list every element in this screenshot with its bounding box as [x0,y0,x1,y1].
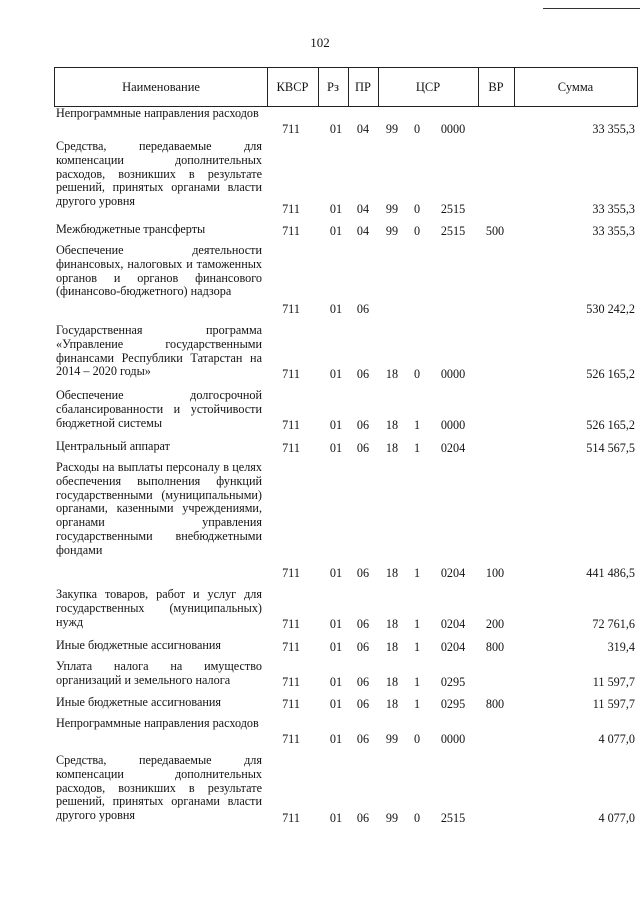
budget-table [54,67,638,825]
row-csr1: 99 [385,811,399,825]
table-row [54,588,638,631]
row-vr: 200 [485,617,505,631]
row-csr2: 1 [413,675,421,689]
row-kvsr: 711 [282,202,300,216]
row-name: Государственная программа «Управление государственными финансами Республики Татарстан на 2014 – 2020 годы» [56,323,262,379]
header-kvsr: КВСР [276,80,309,94]
page-number: 102 [310,35,330,50]
table-row [54,461,638,580]
row-kvsr: 711 [282,302,300,316]
row-name: Закупка товаров, работ и услуг для государственных (муниципальных) нужд [56,587,262,629]
row-pr: 06 [356,697,370,711]
row-kvsr: 711 [282,732,300,746]
row-csr3: 0204 [440,640,466,654]
row-sum: 33 355,3 [592,122,635,136]
row-pr: 06 [356,732,370,746]
table-row [54,324,638,381]
row-csr1: 18 [385,697,399,711]
row-csr1: 99 [385,732,399,746]
row-csr1: 18 [385,640,399,654]
row-name: Обеспечение деятельности финансовых, налоговых и таможенных органов и органов финансового (финансово-бюджетного) надзора [56,243,262,299]
row-csr3: 0000 [440,367,466,381]
row-csr3: 0000 [440,418,466,432]
row-csr2: 1 [413,697,421,711]
row-sum: 72 761,6 [592,617,635,631]
row-name: Средства, передаваемые для компенсации дополнительных расходов, возникших в результате решений, принятых органами власти другого уровня [56,139,262,209]
row-pr: 06 [356,640,370,654]
table-row [54,440,638,455]
row-sum: 4 077,0 [598,732,635,746]
row-csr3: 2515 [440,811,466,825]
row-csr2: 0 [413,122,421,136]
table-row [54,754,638,825]
row-name: Уплата налога на имущество организаций и земельного налога [56,659,262,687]
row-csr3: 0204 [440,617,466,631]
row-csr1: 18 [385,566,399,580]
row-rz: 01 [329,367,343,381]
row-sum: 530 242,2 [586,302,635,316]
row-rz: 01 [329,441,343,455]
row-csr2: 0 [413,367,421,381]
row-rz: 01 [329,202,343,216]
row-pr: 04 [356,122,370,136]
row-sum: 526 165,2 [586,418,635,432]
row-csr2: 0 [413,732,421,746]
row-pr: 06 [356,418,370,432]
row-csr1: 18 [385,675,399,689]
row-pr: 06 [356,566,370,580]
header-pr: ПР [355,80,371,94]
row-csr1: 99 [385,202,399,216]
row-kvsr: 711 [282,697,300,711]
row-rz: 01 [329,640,343,654]
row-csr1: 18 [385,441,399,455]
table-row [54,107,638,136]
table-row [54,389,638,432]
row-pr: 06 [356,675,370,689]
row-csr1: 18 [385,367,399,381]
row-sum: 4 077,0 [598,811,635,825]
row-csr3: 2515 [440,202,466,216]
row-rz: 01 [329,617,343,631]
header-csr: ЦСР [415,80,441,94]
row-kvsr: 711 [282,640,300,654]
row-csr1: 18 [385,418,399,432]
header-vr: ВР [488,80,504,94]
row-csr3: 0204 [440,441,466,455]
row-name: Средства, передаваемые для компенсации дополнительных расходов, возникших в результате решений, принятых органами власти другого уровня [56,753,262,823]
table-row [54,223,638,238]
row-csr3: 0204 [440,566,466,580]
row-rz: 01 [329,122,343,136]
table-row [54,639,638,654]
row-csr2: 0 [413,811,421,825]
row-csr3: 0000 [440,122,466,136]
row-kvsr: 711 [282,418,300,432]
row-vr: 800 [485,697,505,711]
row-csr2: 1 [413,566,421,580]
row-csr2: 0 [413,224,421,238]
row-name: Непрограммные направления расходов [56,106,259,120]
row-sum: 11 597,7 [592,675,635,689]
row-sum: 11 597,7 [592,697,635,711]
table-header [54,67,638,107]
row-kvsr: 711 [282,367,300,381]
row-vr: 100 [485,566,505,580]
row-sum: 319,4 [607,640,635,654]
row-vr: 500 [485,224,505,238]
row-name: Иные бюджетные ассигнования [56,638,222,652]
row-rz: 01 [329,224,343,238]
row-kvsr: 711 [282,811,300,825]
row-kvsr: 711 [282,122,300,136]
row-pr: 06 [356,302,370,316]
table-row [54,717,638,746]
row-name: Межбюджетные трансферты [56,222,206,236]
row-csr3: 2515 [440,224,466,238]
table-row [54,660,638,689]
row-pr: 04 [356,224,370,238]
row-rz: 01 [329,302,343,316]
row-pr: 06 [356,811,370,825]
row-kvsr: 711 [282,441,300,455]
row-csr2: 1 [413,617,421,631]
row-sum: 526 165,2 [586,367,635,381]
row-vr: 800 [485,640,505,654]
row-sum: 33 355,3 [592,224,635,238]
row-csr2: 1 [413,441,421,455]
row-csr3: 0295 [440,697,466,711]
top-rule [543,8,640,9]
row-kvsr: 711 [282,675,300,689]
row-csr1: 18 [385,617,399,631]
row-name: Расходы на выплаты персоналу в целях обеспечения выполнения функций государственными (муниципальными) органами, казенными учреждениями, органами управления государственными внебюджетными фондами [56,460,262,557]
row-name: Обеспечение долгосрочной сбалансированности и устойчивости бюджетной системы [56,388,262,430]
row-sum: 514 567,5 [586,441,635,455]
table-row [54,140,638,216]
row-csr3: 0295 [440,675,466,689]
row-kvsr: 711 [282,617,300,631]
row-pr: 06 [356,441,370,455]
row-sum: 441 486,5 [586,566,635,580]
row-rz: 01 [329,732,343,746]
row-name: Иные бюджетные ассигнования [56,695,222,709]
row-rz: 01 [329,675,343,689]
row-csr2: 1 [413,640,421,654]
row-rz: 01 [329,697,343,711]
row-name: Центральный аппарат [56,439,170,453]
table-row [54,696,638,711]
row-kvsr: 711 [282,224,300,238]
header-rz: Рз [327,80,339,94]
row-csr2: 1 [413,418,421,432]
header-sum: Сумма [557,80,594,94]
row-rz: 01 [329,811,343,825]
row-pr: 04 [356,202,370,216]
row-csr1: 99 [385,224,399,238]
row-rz: 01 [329,566,343,580]
row-pr: 06 [356,617,370,631]
row-csr3: 0000 [440,732,466,746]
row-csr1: 99 [385,122,399,136]
header-name: Наименование [122,80,200,94]
row-pr: 06 [356,367,370,381]
table-row [54,244,638,316]
row-csr2: 0 [413,202,421,216]
row-rz: 01 [329,418,343,432]
row-sum: 33 355,3 [592,202,635,216]
row-name: Непрограммные направления расходов [56,716,259,730]
row-kvsr: 711 [282,566,300,580]
